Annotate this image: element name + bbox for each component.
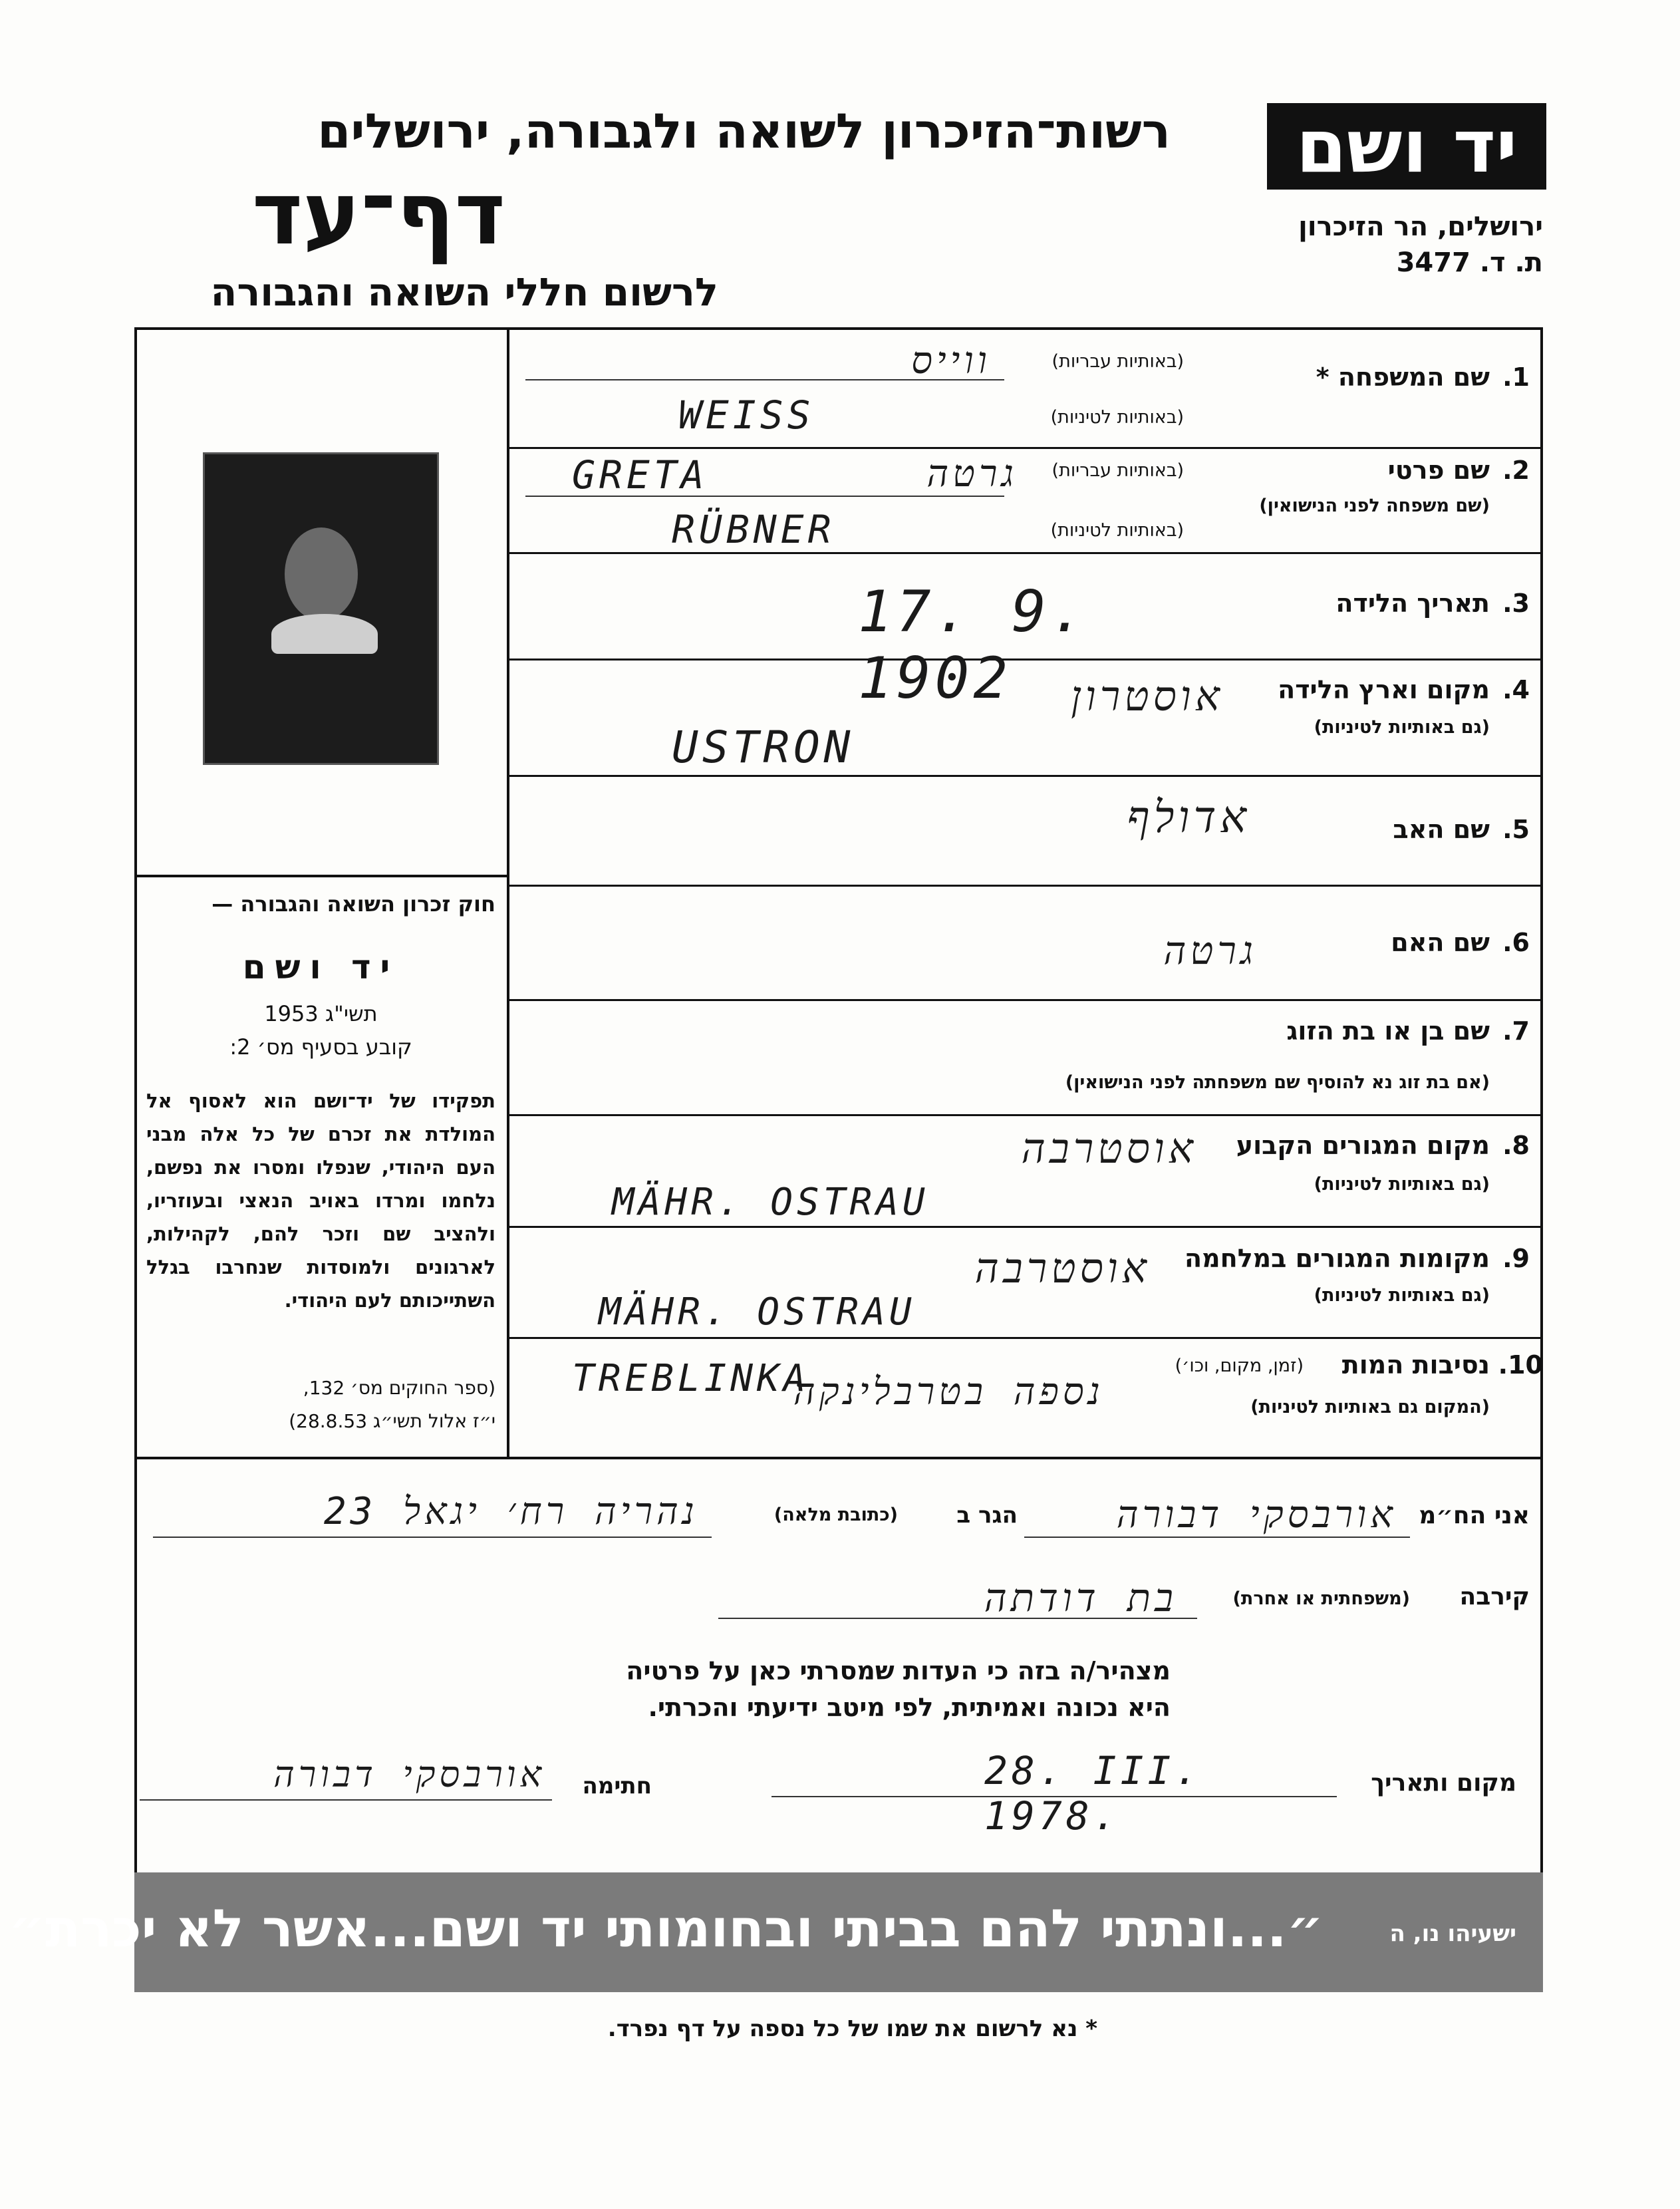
field-1-hint-latin: (באותיות לטיניות) xyxy=(1050,407,1184,428)
form-title: דף־עד xyxy=(251,163,505,264)
field-9-latin-value: MÄHR. OSTRAU xyxy=(599,1290,916,1334)
field-9-sublabel: (גם באותיות לטיניות) xyxy=(1314,1285,1490,1306)
row-separator xyxy=(509,999,1543,1001)
field-4-sublabel: (גם באותיות לטיניות) xyxy=(1314,717,1490,738)
field-6-number: 6. xyxy=(1502,928,1530,957)
field-1-hebrew-value: ווייס xyxy=(911,339,991,382)
row-separator xyxy=(509,1226,1543,1228)
declaration-i-label: אני הח״מ xyxy=(1419,1502,1530,1529)
statement-line-2: היא נכונה ואמיתית, לפי מיטב ידיעתי והכרתי. xyxy=(648,1693,1171,1722)
field-8-hebrew-value: אוסטרבה xyxy=(1021,1124,1197,1173)
field-9-label: מקומות המגורים במלחמה xyxy=(1184,1244,1490,1273)
row-separator xyxy=(509,775,1543,777)
field-9-hebrew-value: אוסטרבה xyxy=(974,1244,1151,1292)
footnote: * נא לרשום את שמו של כל נספה על דף נפרד. xyxy=(607,2015,1097,2042)
field-6-value: גרטה xyxy=(1163,928,1257,973)
field-5-number: 5. xyxy=(1502,815,1530,844)
yad-vashem-logo: יד ושם xyxy=(1267,103,1546,190)
field-4-latin-value: USTRON xyxy=(672,722,855,773)
law-clause: קובע בסעיף מס׳ 2: xyxy=(229,1034,412,1060)
law-text: תפקידו של יד־ושם הוא לאסוף אל המולדת את זכרם של כל אלה מבני העם היהודי, שנפלו ומסרו את נפשם, נלחמו ומרדו באויב הנאצי ובעוזריו, ולהציב שם וזכר להם, לקהילות, לארגונים ולמוסדות שנחרבו בגלל השתייכותם לעם היהודי. xyxy=(146,1090,495,1312)
photo-collar xyxy=(271,614,378,654)
victim-photo xyxy=(203,452,439,765)
field-5-label: שם האב xyxy=(1393,815,1490,844)
field-9-number: 9. xyxy=(1502,1244,1530,1273)
field-1-latin-value: WEISS xyxy=(678,392,815,438)
field-8-number: 8. xyxy=(1502,1131,1530,1160)
field-3-number: 3. xyxy=(1502,589,1530,618)
signature-label: חתימה xyxy=(582,1773,652,1799)
row-separator xyxy=(509,447,1543,449)
quote-banner xyxy=(8,1872,1543,1992)
address-line xyxy=(153,1537,712,1538)
place-date-value: 28. III. 1978. xyxy=(984,1748,1202,1839)
fields-declaration-divider xyxy=(134,1457,1543,1459)
law-title: חוק זכרון השואה והגבורה — xyxy=(211,891,495,917)
field-8-label: מקום המגורים הקבוע xyxy=(1236,1131,1490,1160)
address-value: נהריה רח׳ יגאל 23 xyxy=(323,1490,698,1533)
row-separator xyxy=(509,1337,1543,1339)
logo-address: ירושלים, הר הזיכרון xyxy=(1298,212,1543,242)
field-2-latin-value: GRETA xyxy=(572,452,708,498)
field-7-sublabel: (אם בת זוג נא להוסיף שם משפחתה לפני הנישואין) xyxy=(1065,1072,1490,1093)
field-2-hebrew-value: גרטה xyxy=(926,452,1018,496)
field-8-sublabel: (גם באותיות לטיניות) xyxy=(1314,1174,1490,1195)
banner-source: ישעיהו נו, ה xyxy=(1389,1920,1516,1947)
field-2-label: שם פרטי xyxy=(1387,456,1490,485)
field-7-label: שם בן או בת הזוג xyxy=(1286,1016,1490,1046)
resides-label: הגר ב xyxy=(956,1502,1018,1529)
photo-face xyxy=(285,527,358,621)
declarant-name-line xyxy=(1024,1537,1410,1538)
row-separator xyxy=(509,1114,1543,1116)
field-10-hebrew-value: נספה בטרבלינקה xyxy=(793,1370,1104,1413)
organization-name: רשות־הזיכרון לשואה ולגבורה, ירושלים xyxy=(317,103,1171,159)
row-separator xyxy=(509,885,1543,887)
field-4-label: מקום וארץ הלידה xyxy=(1278,675,1490,704)
signature-line xyxy=(140,1799,552,1801)
address-hint: (כתובת מלאה) xyxy=(773,1505,898,1525)
declarant-name-value: אורבסקי דבורה xyxy=(1116,1493,1397,1537)
statement-line-1: מצהיר/ה בזה כי העדות שמסרתי כאן על פרטיה xyxy=(626,1656,1171,1686)
field-10-label-hint: (זמן, מקום, וכו׳) xyxy=(1175,1356,1304,1376)
field-10-latin-value: TREBLINKA xyxy=(572,1357,810,1400)
law-date: י״ז אלול תשי״ג 28.8.53) xyxy=(289,1410,495,1432)
signature-value: אורבסקי דבורה xyxy=(273,1753,545,1795)
photo-law-divider xyxy=(134,875,508,877)
place-date-label: מקום ותאריך xyxy=(1371,1769,1516,1797)
logo-po-box: ת. ד. 3477 xyxy=(1396,247,1543,278)
field-10-number: 10. xyxy=(1498,1350,1543,1380)
banner-quote: ״...ונתתי להם בביתי ובחומותי יד ושם...אשר לא יכרת״ xyxy=(8,1899,1324,1959)
field-10-sublabel: (המקום גם באותיות לטיניות) xyxy=(1250,1397,1490,1417)
law-year: תשי"ג 1953 xyxy=(264,1001,378,1026)
row-separator xyxy=(509,552,1543,554)
form-subtitle: לרשום חללי השואה והגבורה xyxy=(210,269,718,315)
field-2-hint-latin: (באותיות לטיניות) xyxy=(1050,520,1184,541)
field-1-number: 1. xyxy=(1502,363,1530,392)
field-5-value: אדולף xyxy=(1127,792,1250,843)
field-1-label: שם המשפחה * xyxy=(1316,363,1490,392)
field-1-hint-hebrew: (באותיות עבריות) xyxy=(1051,351,1184,372)
law-reference: (ספר החוקים מס׳ 132, xyxy=(303,1377,495,1399)
law-org-name: יד ושם xyxy=(242,948,400,986)
relation-hint: (משפחתית או אחרת) xyxy=(1232,1588,1410,1609)
field-6-label: שם האם xyxy=(1391,928,1490,957)
column-divider xyxy=(507,327,509,1458)
field-8-latin-value: MÄHR. OSTRAU xyxy=(612,1181,929,1224)
field-4-hebrew-value: אוסטרון xyxy=(1071,672,1224,720)
field-4-number: 4. xyxy=(1502,675,1530,704)
field-2-hint-hebrew: (באותיות עבריות) xyxy=(1051,460,1184,481)
field-10-label: נסיבות המות xyxy=(1341,1350,1490,1380)
field-2-number: 2. xyxy=(1502,456,1530,485)
field-3-label: תאריך הלידה xyxy=(1335,589,1490,618)
field-2-sublabel: (שם משפחה לפני הנישואין) xyxy=(1259,496,1490,516)
field-3-value: 17. 9. 1902 xyxy=(858,579,1089,712)
field-7-number: 7. xyxy=(1502,1016,1530,1046)
field-2-maiden-value: RÜBNER xyxy=(672,507,835,552)
relation-label: קירבה xyxy=(1459,1583,1530,1610)
relation-value: בת דודתה xyxy=(984,1575,1177,1620)
